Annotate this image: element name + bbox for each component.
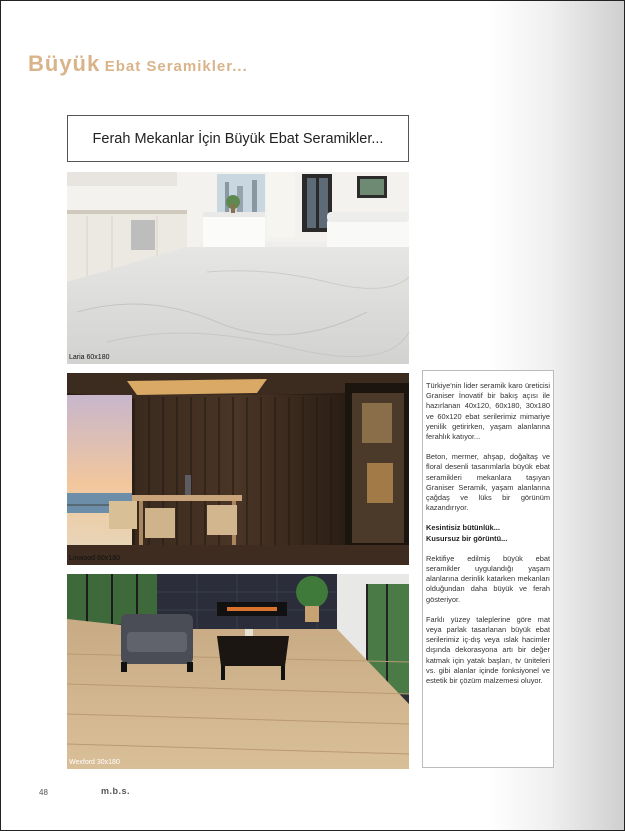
subheading	[426, 523, 550, 543]
photo-wexford	[67, 574, 409, 769]
paragraph-surfaces: Farklı yüzey taleplerine göre mat veya parlak tasarlanan büyük ebat serilerimiz iç-dış veya ıslak hacimler dışında dekorasyona artı bir değer katmak için yatak başları, tv üniteleri vs. gibi alanlar içinde fonksiyonel ve estetik bir çözüm malzemesi oluyor.	[426, 614, 550, 686]
paragraph-intro: Türkiye'nin lider seramik karo üreticisi Graniser İnovatif bir bakış açısı ile hazırlanan 40x120, 60x180, 30x180 ve 60x120 ebat serilerimiz mimariye yenilik getirirken, yaşam alanlarına ferahlık katıyor...	[426, 381, 550, 442]
photo-caption-linwood: Linwood 60x180	[69, 555, 120, 562]
article-text-column	[422, 370, 554, 768]
photo-laria	[67, 172, 409, 364]
heading-big-word: Büyük	[28, 51, 101, 76]
photo-linwood	[67, 373, 409, 565]
living-room-scene-image	[67, 574, 409, 769]
page-number: 48	[39, 788, 48, 797]
magazine-brand: m.b.s.	[101, 786, 131, 796]
article-title: Ferah Mekanlar İçin Büyük Ebat Seramikler...	[92, 130, 384, 147]
dining-scene-image	[67, 373, 409, 565]
photo-caption-wexford: Wexford 30x180	[69, 759, 120, 766]
section-heading	[28, 51, 248, 77]
heading-small-words: Ebat Seramikler...	[104, 58, 248, 75]
paragraph-materials: Beton, mermer, ahşap, doğaltaş ve floral desenli tasarımlarla büyük ebat seramikleri mekanlara taşıyan Graniser Seramik, yaşam alanlarına çağdaş ve lüks bir görünüm kazandırıyor.	[426, 452, 550, 513]
photo-caption-laria: Laria 60x180	[69, 354, 110, 361]
article-title-box	[67, 115, 409, 162]
subheading-line-2: Kusursuz bir görüntü...	[426, 533, 508, 543]
kitchen-scene-image	[67, 172, 409, 364]
paragraph-rectified: Rektifiye edilmiş büyük ebat seramikler uygulandığı yaşam alanlarına derinlik katarken mekanları olduğundan daha büyük ve ferah gösteriyor.	[426, 553, 550, 604]
subheading-line-1: Kesintisiz bütünlük...	[426, 523, 500, 533]
